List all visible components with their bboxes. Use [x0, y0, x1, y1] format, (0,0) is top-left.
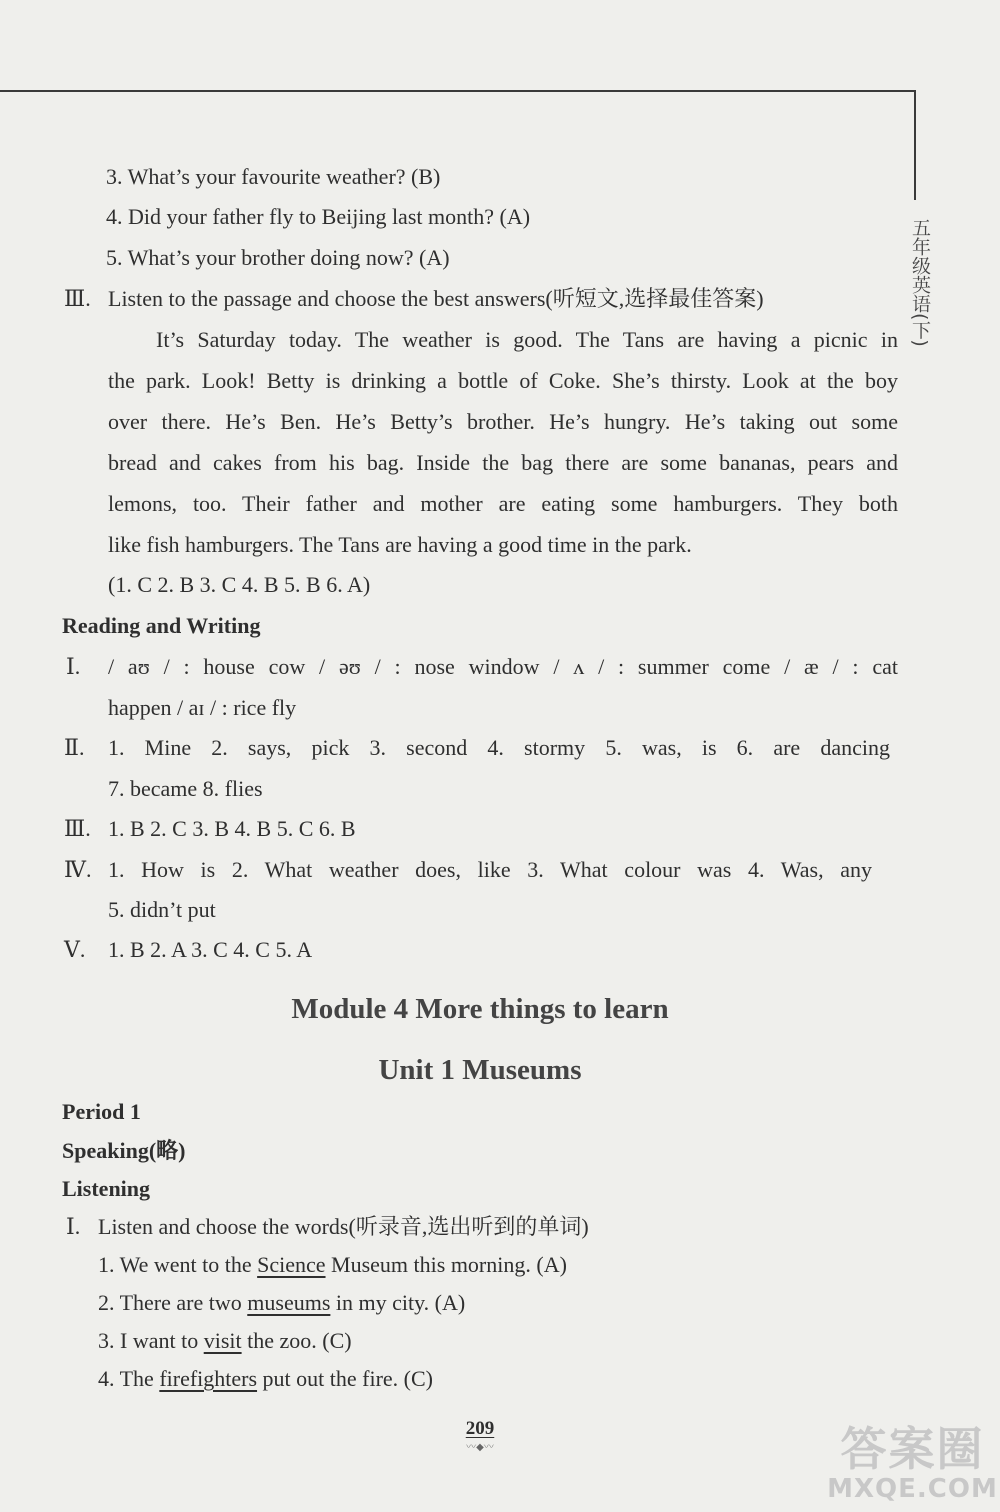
header-rule	[0, 90, 916, 92]
underlined-word: visit	[203, 1328, 242, 1353]
item-text: in my city. (A)	[330, 1290, 466, 1315]
answer-line: 1. How is 2. What weather does, like 3. What colour was 4. Was, any	[108, 857, 872, 882]
item-text: put out the fire. (C)	[257, 1366, 434, 1391]
answer-line: 5. didn’t put	[108, 897, 216, 922]
answer-line: 1. B 2. A 3. C 4. C 5. A	[108, 937, 313, 962]
module-title: Module 4 More things to learn	[291, 993, 669, 1025]
answer-line: 1. Mine 2. says, pick 3. second 4. stormy 5. was, is 6. are dancing	[108, 735, 890, 760]
listening-item	[98, 1328, 352, 1354]
watermark-cn: 答案圈	[840, 1422, 985, 1476]
section-number: Ⅴ.	[64, 937, 86, 962]
underlined-word: firefighters	[159, 1366, 258, 1391]
answer-line: / aʊ / : house cow / əʊ / : nose window / ʌ / : summer come / æ / : cat	[108, 654, 898, 679]
passage-line: like fish hamburgers. The Tans are having a good time in the park.	[108, 532, 692, 557]
answer-line: 7. became 8. flies	[108, 776, 263, 801]
section-heading: Reading and Writing	[62, 613, 261, 638]
listening-heading: Listening	[62, 1176, 151, 1201]
margin-rule	[914, 90, 916, 200]
item-text: 1. We went to the	[98, 1252, 258, 1277]
item-text: the zoo. (C)	[241, 1328, 352, 1353]
page-number: 209	[465, 1418, 495, 1439]
section-number: Ⅲ.	[64, 286, 91, 311]
passage-line: the park. Look! Betty is drinking a bottle of Coke. She’s thirsty. Look at the boy	[108, 368, 898, 393]
answer-line: happen / aɪ / : rice fly	[108, 695, 297, 720]
item-text: 2. There are two	[98, 1290, 248, 1315]
watermark-logo	[825, 1424, 1000, 1512]
underlined-word: museums	[247, 1290, 331, 1315]
listening-item	[98, 1290, 465, 1316]
passage-line: over there. He’s Ben. He’s Betty’s brother. He’s hungry. He’s taking out some	[108, 409, 898, 434]
side-tab-label: 五年级英语(下)	[909, 218, 931, 347]
answer-line: 1. B 2. C 3. B 4. B 5. C 6. B	[108, 816, 356, 841]
passage-line: lemons, too. Their father and mother are eating some hamburgers. They both	[108, 491, 898, 516]
listening-item	[98, 1252, 567, 1278]
passage-line: bread and cakes from his bag. Inside the bag there are some bananas, pears and	[108, 450, 898, 475]
item-text: Museum this morning. (A)	[325, 1252, 567, 1277]
speaking-heading: Speaking(略)	[62, 1138, 186, 1163]
page-ornament: 〰◆〰	[466, 1442, 494, 1453]
section-number: Ⅰ.	[66, 1214, 81, 1239]
unit-title: Unit 1 Museums	[378, 1054, 582, 1086]
section-number: Ⅲ.	[64, 816, 91, 841]
answer-line: 3. What’s your favourite weather? (B)	[106, 164, 441, 189]
section-number: Ⅱ.	[64, 735, 85, 760]
watermark-en: MXQE.COM	[827, 1474, 998, 1504]
underlined-word: Science	[257, 1252, 326, 1277]
answer-line: 4. Did your father fly to Beijing last month? (A)	[106, 204, 531, 229]
item-text: 3. I want to	[98, 1328, 204, 1353]
listening-item	[98, 1366, 433, 1392]
item-text: 4. The	[98, 1366, 160, 1391]
answer-key: (1. C 2. B 3. C 4. B 5. B 6. A)	[108, 572, 371, 597]
answer-line: 5. What’s your brother doing now? (A)	[106, 245, 450, 270]
section-number: Ⅰ.	[66, 654, 81, 679]
period-heading: Period 1	[62, 1099, 141, 1124]
passage-line: It’s Saturday today. The weather is good. The Tans are having a picnic in	[156, 327, 898, 352]
section-number: Ⅳ.	[64, 857, 92, 882]
section-instruction: Listen and choose the words(听录音,选出听到的单词)	[98, 1214, 589, 1239]
section-instruction: Listen to the passage and choose the best answers(听短文,选择最佳答案)	[108, 286, 764, 311]
